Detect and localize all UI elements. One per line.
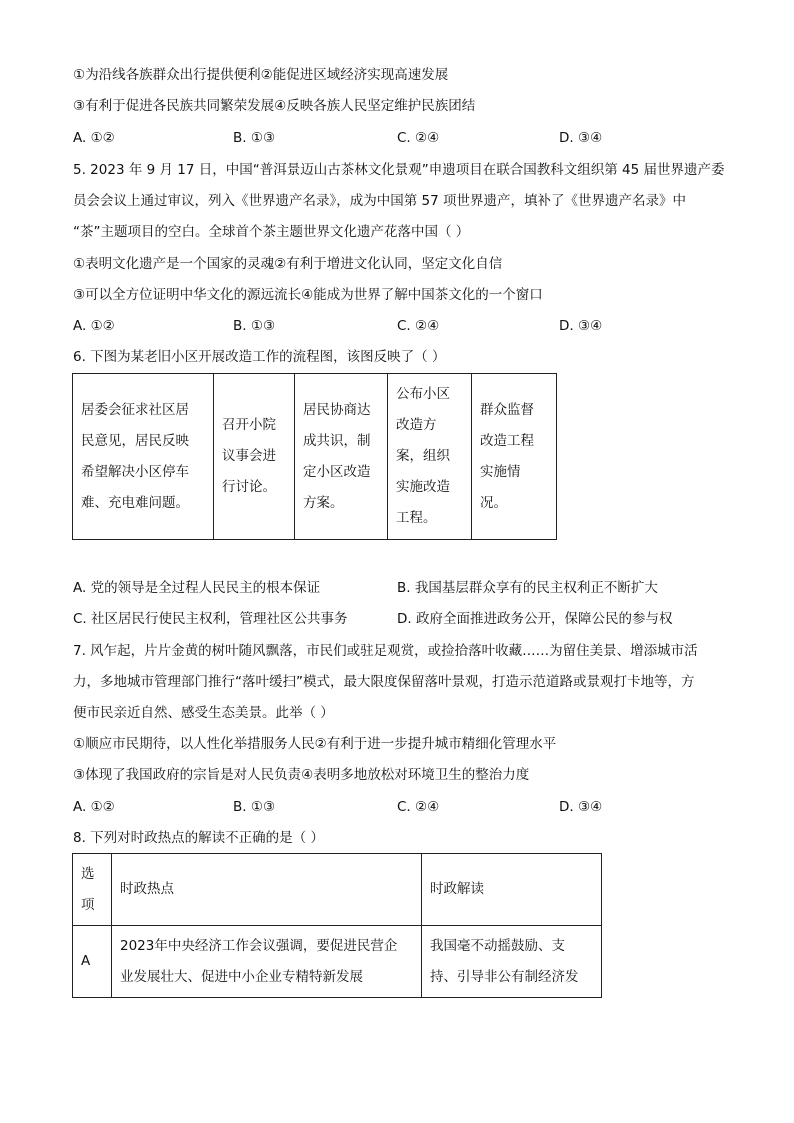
- q8-stem: 8. 下列对时政热点的解读不正确的是（ ）: [73, 830, 324, 846]
- q7-statement-2: ③体现了我国政府的宗旨是对人民负责④表明多地放松对环境卫生的整治力度: [73, 767, 530, 783]
- option-a[interactable]: A. ①②: [73, 130, 115, 146]
- flow-step-5: 群众监督 改造工程 实施情 况。: [472, 374, 557, 540]
- option-c[interactable]: C. ②④: [397, 318, 440, 334]
- q6-option-c[interactable]: C. 社区居民行使民主权利，管理社区公共事务: [73, 611, 348, 627]
- option-d[interactable]: D. ③④: [559, 318, 603, 334]
- flow-step-1: 居委会征求社区居 民意见，居民反映 希望解决小区停车 难、充电难问题。: [73, 374, 214, 540]
- header-interpretation: 时政解读: [422, 854, 602, 926]
- flow-step-3: 居民协商达 成共识，制 定小区改造 方案。: [295, 374, 388, 540]
- header-hot-topic: 时政热点: [112, 854, 422, 926]
- option-c[interactable]: C. ②④: [397, 130, 440, 146]
- table-row: [73, 926, 602, 998]
- option-d[interactable]: D. ③④: [559, 799, 603, 815]
- option-b[interactable]: B. ①③: [233, 130, 276, 146]
- q8-table: [72, 853, 602, 998]
- row-label: A: [73, 926, 112, 998]
- option-c[interactable]: C. ②④: [397, 799, 440, 815]
- flow-step-2: 召开小院 议事会进 行讨论。: [214, 374, 295, 540]
- q7-stem-1: 7. 风乍起，片片金黄的树叶随风飘落，市民们或驻足观赏，或捡拾落叶收藏……为留住美景、增添城市活: [73, 643, 698, 659]
- q6-option-b[interactable]: B. 我国基层群众享有的民主权利正不断扩大: [397, 580, 658, 596]
- q4-statement-2: ③有利于促进各民族共同繁荣发展④反映各族人民坚定维护民族团结: [73, 98, 476, 114]
- q7-stem-2: 力，多地城市管理部门推行“落叶缓扫”模式，最大限度保留落叶景观，打造示范道路或景观打卡地等，方: [73, 674, 695, 690]
- option-b[interactable]: B. ①③: [233, 318, 276, 334]
- q4-statement-1: ①为沿线各族群众出行提供便利②能促进区域经济实现高速发展: [73, 67, 449, 83]
- q6-stem: 6. 下图为某老旧小区开展改造工作的流程图，该图反映了（ ）: [73, 349, 446, 365]
- header-option: 选 项: [73, 854, 112, 926]
- q5-statement-2: ③可以全方位证明中华文化的源远流长④能成为世界了解中国茶文化的一个窗口: [73, 287, 543, 303]
- option-d[interactable]: D. ③④: [559, 130, 603, 146]
- q6-flow-chart: [72, 373, 557, 540]
- q5-stem-1: 5. 2023 年 9 月 17 日，中国“普洱景迈山古茶林文化景观”申遗项目在联合国教科文组织第 45 届世界遗产委: [73, 162, 725, 178]
- q6-option-d[interactable]: D. 政府全面推进政务公开，保障公民的参与权: [397, 611, 673, 627]
- table-header-row: [73, 854, 602, 926]
- q5-stem-2: 员会会议上通过审议，列入《世界遗产名录》，成为中国第 57 项世界遗产，填补了《世界遗产名录》中: [73, 193, 687, 209]
- row-interpretation: 我国毫不动摇鼓励、支 持、引导非公有制经济发: [422, 926, 602, 998]
- q7-stem-3: 便市民亲近自然、感受生态美景。此举（ ）: [73, 705, 334, 721]
- q5-stem-3: “茶”主题项目的空白。全球首个茶主题世界文化遗产花落中国（ ）: [73, 224, 470, 240]
- flow-step-4: 公布小区 改造方 案，组织 实施改造 工程。: [388, 374, 472, 540]
- q6-option-a[interactable]: A. 党的领导是全过程人民民主的根本保证: [73, 580, 321, 596]
- option-a[interactable]: A. ①②: [73, 318, 115, 334]
- option-b[interactable]: B. ①③: [233, 799, 276, 815]
- q7-statement-1: ①顺应市民期待，以人性化举措服务人民②有利于进一步提升城市精细化管理水平: [73, 736, 557, 752]
- row-hot-topic: 2023年中央经济工作会议强调，要促进民营企 业发展壮大、促进中小企业专精特新发展: [112, 926, 422, 998]
- option-a[interactable]: A. ①②: [73, 799, 115, 815]
- q5-statement-1: ①表明文化遗产是一个国家的灵魂②有利于增进文化认同，坚定文化自信: [73, 256, 503, 272]
